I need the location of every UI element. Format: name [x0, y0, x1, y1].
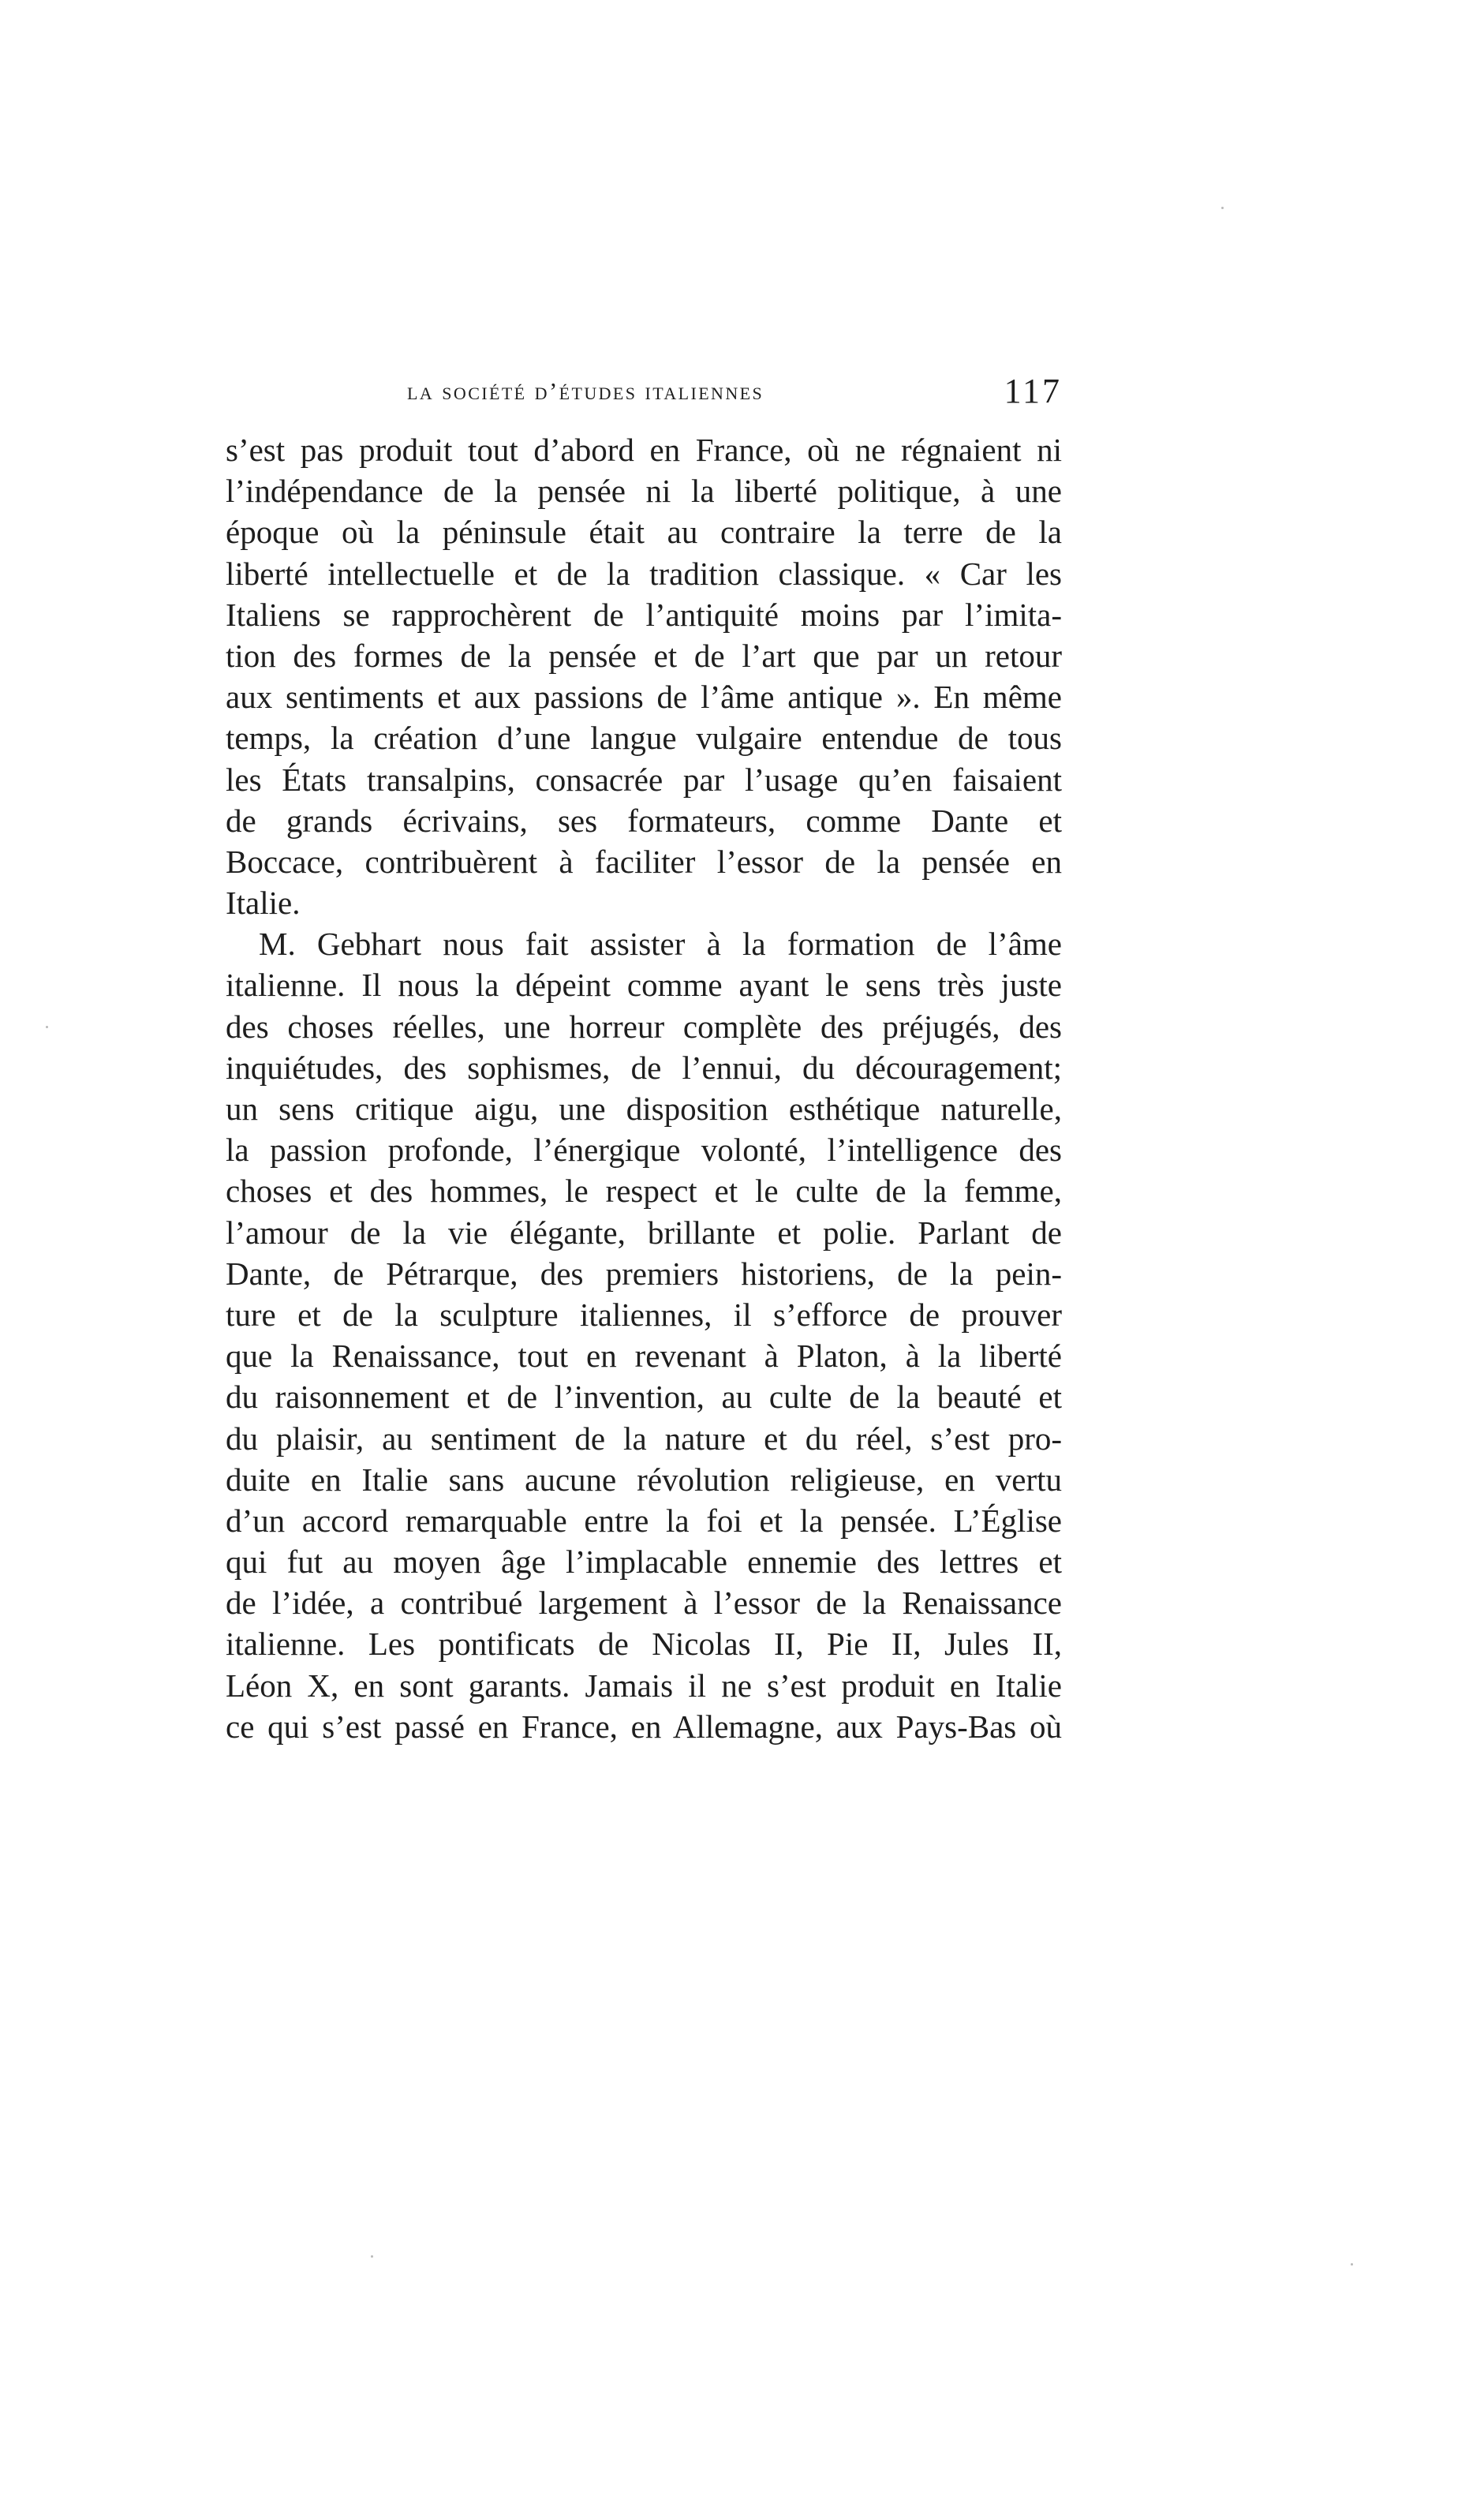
text-line: liberté intellectuelle et de la tradition classique. « Car les: [226, 555, 1062, 592]
text-line: du raisonnement et de l’invention, au culte de la beauté et: [226, 1379, 1062, 1416]
text-line: s’est pas produit tout d’abord en France, où ne régnaient ni: [226, 432, 1062, 468]
text-line: ce qui s’est passé en France, en Allemagne, aux Pays-Bas où: [226, 1708, 1062, 1745]
text-line: la passion profonde, l’énergique volonté, l’intelligence des: [226, 1132, 1062, 1169]
paper-speck: [371, 2255, 373, 2258]
paragraph-end-line: Italie.: [226, 885, 301, 922]
text-line: qui fut au moyen âge l’implacable ennemie des lettres et: [226, 1543, 1062, 1581]
text-line: italienne. Il nous la dépeint comme ayant le sens très juste: [226, 967, 1062, 1004]
text-line: du plaisir, au sentiment de la nature et du réel, s’est pro-: [226, 1420, 1062, 1457]
text-line: aux sentiments et aux passions de l’âme antique ». En même: [226, 679, 1062, 716]
text-line: choses et des hommes, le respect et le culte de la femme,: [226, 1173, 1062, 1210]
running-title: la société d’études italiennes: [407, 377, 764, 405]
text-line: un sens critique aigu, une disposition esthétique naturelle,: [226, 1091, 1062, 1127]
text-line: époque où la péninsule était au contraire la terre de la: [226, 514, 1062, 551]
text-line: des choses réelles, une horreur complète des préjugés, des: [226, 1008, 1062, 1045]
paper-speck: [46, 1026, 48, 1028]
paragraph-first-line: M. Gebhart nous fait assister à la formation de l’âme: [259, 926, 1062, 963]
text-line: que la Renaissance, tout en revenant à Platon, à la liberté: [226, 1338, 1062, 1375]
text-line: Boccace, contribuèrent à faciliter l’essor de la pensée en: [226, 843, 1062, 880]
body-text: [226, 429, 1062, 1747]
paper-speck: [1221, 207, 1224, 209]
text-line: inquiétudes, des sophismes, de l’ennui, du découragement;: [226, 1049, 1062, 1086]
page-number: 117: [1004, 372, 1062, 410]
paper-speck: [1351, 2263, 1353, 2266]
text-line: Italiens se rapprochèrent de l’antiquité moins par l’imita-: [226, 596, 1062, 633]
text-line: italienne. Les pontificats de Nicolas II, Pie II, Jules II,: [226, 1626, 1062, 1663]
text-line: de l’idée, a contribué largement à l’essor de la Renaissance: [226, 1585, 1062, 1622]
text-line: l’amour de la vie élégante, brillante et polie. Parlant de: [226, 1214, 1062, 1251]
running-head: [226, 371, 1062, 418]
text-line: de grands écrivains, ses formateurs, comme Dante et: [226, 802, 1062, 839]
text-line: duite en Italie sans aucune révolution religieuse, en vertu: [226, 1461, 1062, 1498]
text-line: Léon X, en sont garants. Jamais il ne s’est produit en Italie: [226, 1667, 1062, 1704]
text-line: ture et de la sculpture italiennes, il s’efforce de prouver: [226, 1296, 1062, 1333]
text-line: l’indépendance de la pensée ni la liberté politique, à une: [226, 473, 1062, 510]
text-line: temps, la création d’une langue vulgaire entendue de tous: [226, 720, 1062, 757]
text-line: d’un accord remarquable entre la foi et la pensée. L’Église: [226, 1502, 1062, 1539]
text-line: tion des formes de la pensée et de l’art que par un retour: [226, 637, 1062, 674]
text-line: Dante, de Pétrarque, des premiers historiens, de la pein-: [226, 1255, 1062, 1292]
text-line: les États transalpins, consacrée par l’usage qu’en faisaient: [226, 761, 1062, 798]
